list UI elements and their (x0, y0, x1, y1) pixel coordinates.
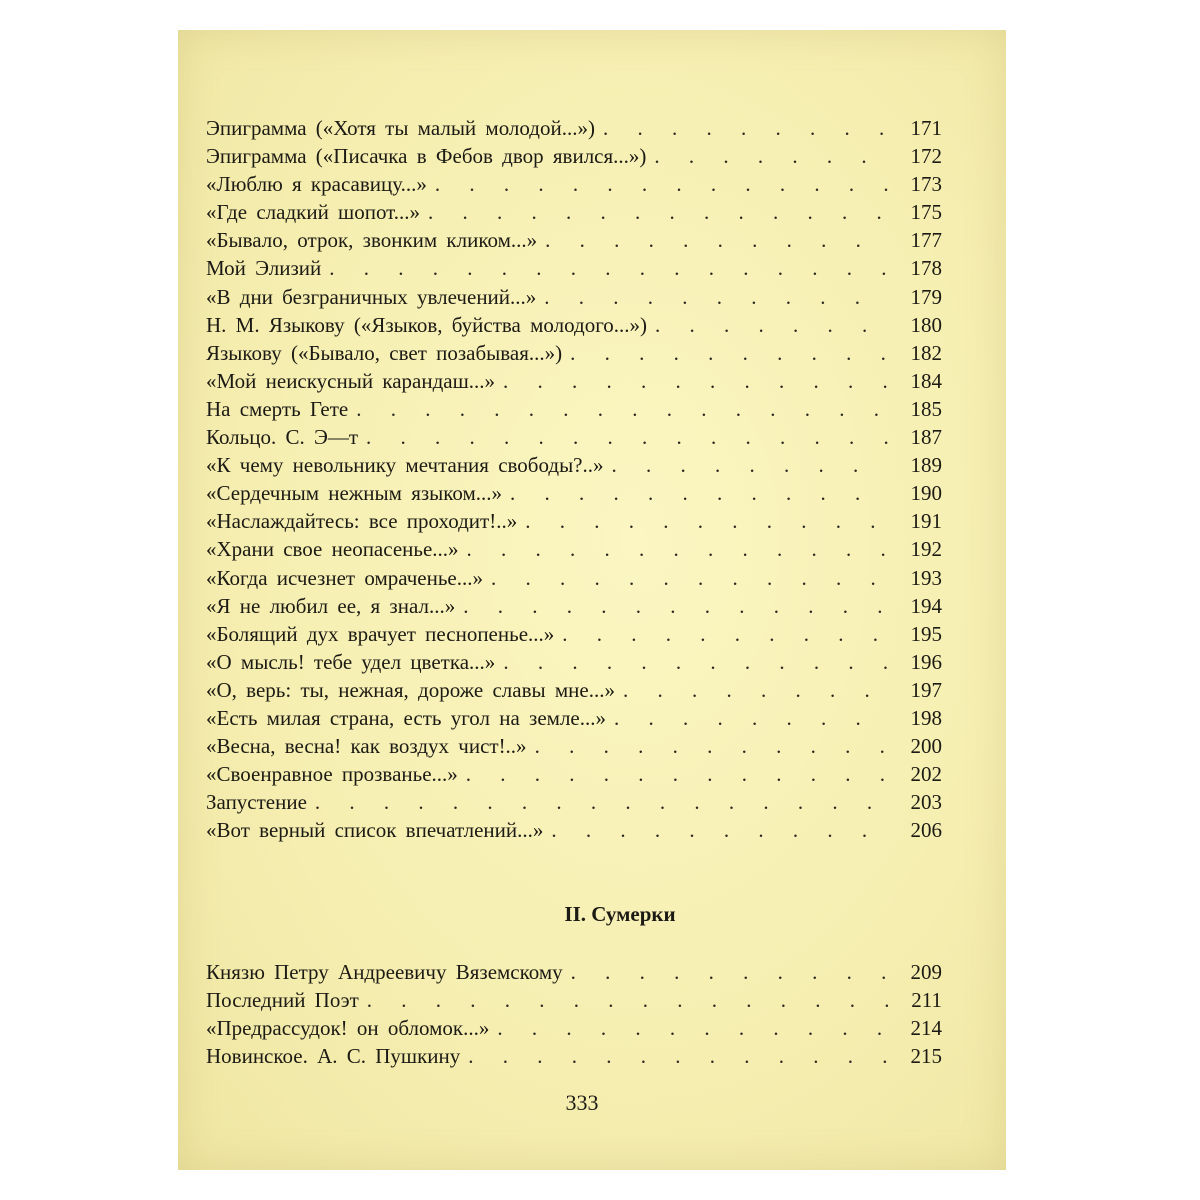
dot-leader (503, 367, 888, 395)
entry-page: 202 (910, 762, 942, 787)
dot-leader (510, 479, 888, 507)
entry-title: Новинское. А. С. Пушкину (206, 1044, 461, 1069)
toc-entry (206, 1042, 942, 1070)
dot-leader (562, 620, 888, 648)
entry-title: «О, верь: ты, нежная, дороже славы мне...» (206, 677, 615, 702)
toc-entry (206, 142, 942, 170)
dot-leader (655, 311, 888, 339)
entry-title: «Своенравное прозванье...» (206, 762, 458, 787)
entry-title: Запустение (206, 790, 307, 815)
entry-title: «В дни безграничных увлечений...» (206, 284, 537, 309)
toc-entry (206, 479, 942, 507)
toc-entry (206, 507, 942, 535)
entry-title: «О мысль! тебе удел цветка...» (206, 649, 496, 674)
toc-entry (206, 958, 942, 986)
dot-leader (570, 339, 888, 367)
entry-page: 177 (910, 228, 942, 253)
entry-title: Эпиграмма («Писачка в Фебов двор явился...») (206, 144, 647, 169)
entry-title: «Я не любил ее, я знал...» (206, 593, 456, 618)
dot-leader (623, 676, 888, 704)
entry-title: «Храни свое неопасенье...» (206, 537, 459, 562)
toc-entry (206, 732, 942, 760)
dot-leader (614, 704, 888, 732)
entry-title: «Бывало, отрок, звонким кликом...» (206, 228, 538, 253)
entry-title: «Есть милая страна, есть угол на земле...» (206, 705, 607, 730)
dot-leader (525, 507, 888, 535)
toc-entry (206, 451, 942, 479)
entry-page: 190 (910, 481, 942, 506)
toc-entry (206, 395, 942, 423)
toc-entry (206, 254, 942, 282)
dot-leader (366, 423, 888, 451)
entry-title: «Наслаждайтесь: все проходит!..» (206, 509, 518, 534)
entry-page: 173 (910, 172, 942, 197)
entry-page: 195 (910, 621, 942, 646)
dot-leader (491, 564, 888, 592)
toc-entry (206, 367, 942, 395)
dot-leader (367, 986, 888, 1014)
entry-page: 189 (910, 453, 942, 478)
entry-page: 179 (910, 284, 942, 309)
dot-leader (329, 254, 888, 282)
entry-title: «Люблю я красавицу...» (206, 172, 427, 197)
entry-page: 171 (910, 116, 942, 140)
toc-entry (206, 592, 942, 620)
toc-entry (206, 339, 942, 367)
toc-entry (206, 648, 942, 676)
dot-leader (428, 198, 888, 226)
entry-title: Князю Петру Андреевичу Вяземскому (206, 960, 563, 984)
dot-leader (545, 226, 888, 254)
toc-entry (206, 423, 942, 451)
table-of-contents-section-2 (206, 958, 942, 1070)
entry-title: «Когда исчезнет омраченье...» (206, 565, 483, 590)
dot-leader (503, 648, 888, 676)
entry-page: 211 (911, 988, 942, 1013)
dot-leader (466, 760, 888, 788)
entry-title: «Вот верный список впечатлений...» (206, 818, 544, 843)
toc-entry (206, 311, 942, 339)
entry-title: «Сердечным нежным языком...» (206, 481, 503, 506)
toc-entry (206, 535, 942, 563)
entry-title: «К чему невольнику мечтания свободы?..» (206, 453, 604, 478)
toc-entry (206, 986, 942, 1014)
entry-page: 191 (910, 509, 942, 534)
entry-page: 172 (910, 144, 942, 169)
dot-leader (612, 451, 889, 479)
entry-title: Н. М. Языкову («Языков, буйства молодого...») (206, 312, 648, 337)
toc-entry (206, 816, 942, 844)
entry-title: Эпиграмма («Хотя ты малый молодой...») (206, 116, 595, 140)
entry-page: 180 (910, 312, 942, 337)
entry-page: 178 (910, 256, 942, 281)
entry-page: 198 (910, 705, 942, 730)
dot-leader (535, 732, 888, 760)
dot-leader (654, 142, 888, 170)
book-page (178, 30, 1006, 1170)
dot-leader (544, 283, 888, 311)
dot-leader (356, 395, 888, 423)
toc-entry (206, 564, 942, 592)
toc-entry (206, 676, 942, 704)
entry-title: Кольцо. С. Э—т (206, 425, 359, 450)
dot-leader (435, 170, 888, 198)
dot-leader (315, 788, 888, 816)
entry-title: На смерть Гете (206, 396, 349, 421)
dot-leader (467, 535, 888, 563)
table-of-contents (206, 114, 942, 844)
entry-page: 200 (910, 734, 942, 759)
entry-page: 206 (910, 818, 942, 843)
entry-page: 197 (910, 677, 942, 702)
entry-page: 193 (910, 565, 942, 590)
toc-entry (206, 114, 942, 142)
toc-entry (206, 704, 942, 732)
dot-leader (497, 1014, 888, 1042)
entry-page: 182 (910, 340, 942, 365)
entry-page: 215 (910, 1044, 942, 1069)
toc-entry (206, 226, 942, 254)
toc-entry (206, 1014, 942, 1042)
toc-entry (206, 760, 942, 788)
section-heading: II. Сумерки (564, 902, 676, 926)
entry-title: Последний Поэт (206, 988, 359, 1013)
dot-leader (463, 592, 888, 620)
entry-page: 203 (910, 790, 942, 815)
dot-leader (551, 816, 888, 844)
entry-page: 192 (910, 537, 942, 562)
entry-title: Мой Элизий (206, 256, 322, 281)
entry-page: 194 (910, 593, 942, 618)
entry-title: Языкову («Бывало, свет позабывая...») (206, 340, 563, 365)
toc-entry (206, 170, 942, 198)
entry-title: «Мой неискусный карандаш...» (206, 368, 496, 393)
toc-entry (206, 620, 942, 648)
toc-entry (206, 283, 942, 311)
entry-page: 209 (910, 960, 942, 984)
entry-title: «Предрассудок! он обломок...» (206, 1016, 490, 1041)
entry-page: 184 (910, 368, 942, 393)
entry-title: «Болящий дух врачует песнопенье...» (206, 621, 555, 646)
toc-entry (206, 198, 942, 226)
entry-page: 175 (910, 200, 942, 225)
entry-page: 196 (910, 649, 942, 674)
entry-page: 187 (910, 425, 942, 450)
entry-page: 214 (910, 1016, 942, 1041)
dot-leader (468, 1042, 888, 1070)
page-number: 333 (565, 1090, 599, 1115)
entry-page: 185 (910, 396, 942, 421)
entry-title: «Весна, весна! как воздух чист!..» (206, 734, 527, 759)
toc-entry (206, 788, 942, 816)
dot-leader (571, 958, 888, 986)
dot-leader (603, 114, 888, 142)
entry-title: «Где сладкий шопот...» (206, 200, 421, 225)
